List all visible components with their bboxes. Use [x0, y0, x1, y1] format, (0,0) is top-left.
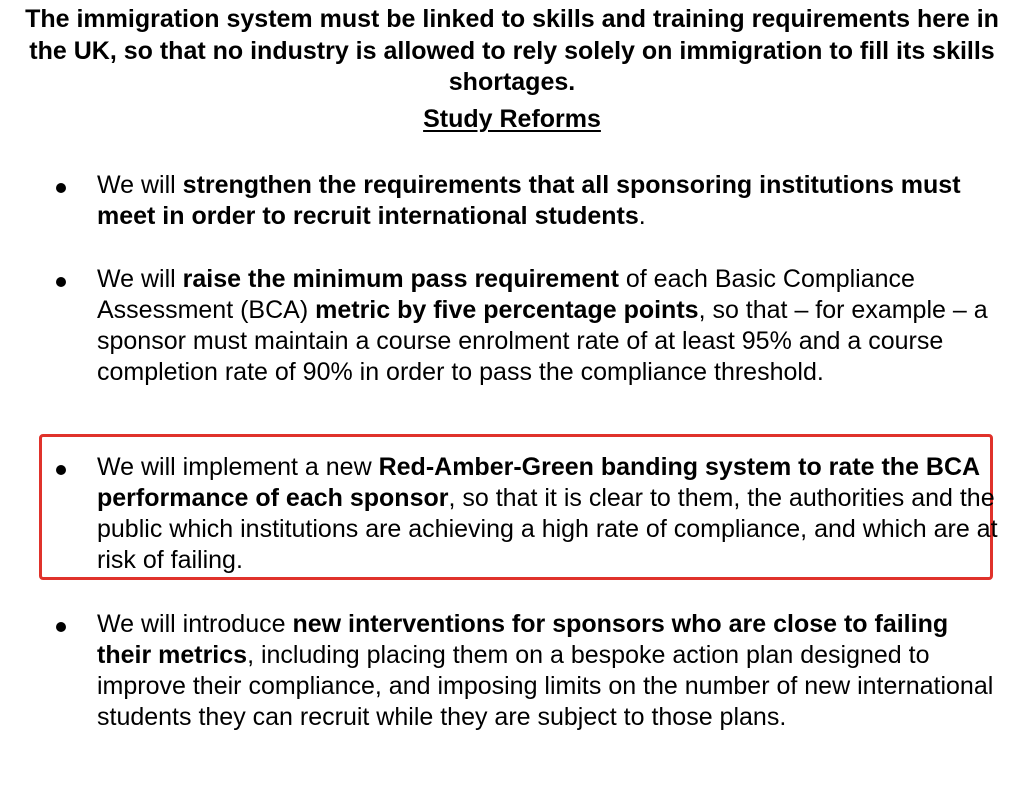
bullet-text-bold: Red-Amber-Green banding system to rate the BCA performance of each sponsor [97, 453, 980, 512]
bullet-dot-icon [56, 183, 66, 193]
bullet-text [97, 609, 1009, 733]
bullet-text-part: of each Basic Compliance Assessment (BCA) [97, 265, 915, 324]
bullet-text [97, 264, 1009, 388]
section-heading [0, 103, 1024, 135]
bullet-text-bold: new interventions for sponsors who are close to failing their metrics [97, 610, 949, 669]
bullet-dot-icon [56, 465, 66, 475]
bullet-text-bold: raise the minimum pass requirement [182, 265, 619, 293]
bullet-text-part: We will introduce [97, 610, 293, 638]
section-heading-text: Study Reforms [423, 105, 601, 133]
bullet-text-part: , so that – for example – a sponsor must maintain a course enrolment rate of at least 95% and a course completion rate of 90% in order to pass the compliance threshold. [97, 296, 988, 386]
bullet-text [97, 170, 1009, 232]
bullet-text-part: We will [97, 171, 183, 199]
bullet-dot-icon [56, 622, 66, 632]
bullet-text-part: We will implement a new [97, 453, 379, 481]
bullet-dot-icon [56, 277, 66, 287]
bullet-text-bold: metric by five percentage points [315, 296, 699, 324]
bullet-text-part: We will [97, 265, 183, 293]
bullet-text-part: , including placing them on a bespoke action plan designed to improve their compliance, and imposing limits on the number of new international students they can recruit while they are subject to those plans. [97, 641, 994, 731]
bullet-text-bold: strengthen the requirements that all sponsoring institutions must meet in order to recruit international students [97, 171, 961, 230]
intro-paragraph: The immigration system must be linked to skills and training requirements here in the UK, so that no industry is allowed to rely solely on immigration to fill its skills shortages. [25, 5, 999, 96]
bullet-text-part: . [638, 202, 646, 230]
bullet-text-part: , so that it is clear to them, the authorities and the public which institutions are achieving a high rate of compliance, and which are at risk of failing. [97, 484, 998, 574]
bullet-text [97, 452, 1009, 576]
